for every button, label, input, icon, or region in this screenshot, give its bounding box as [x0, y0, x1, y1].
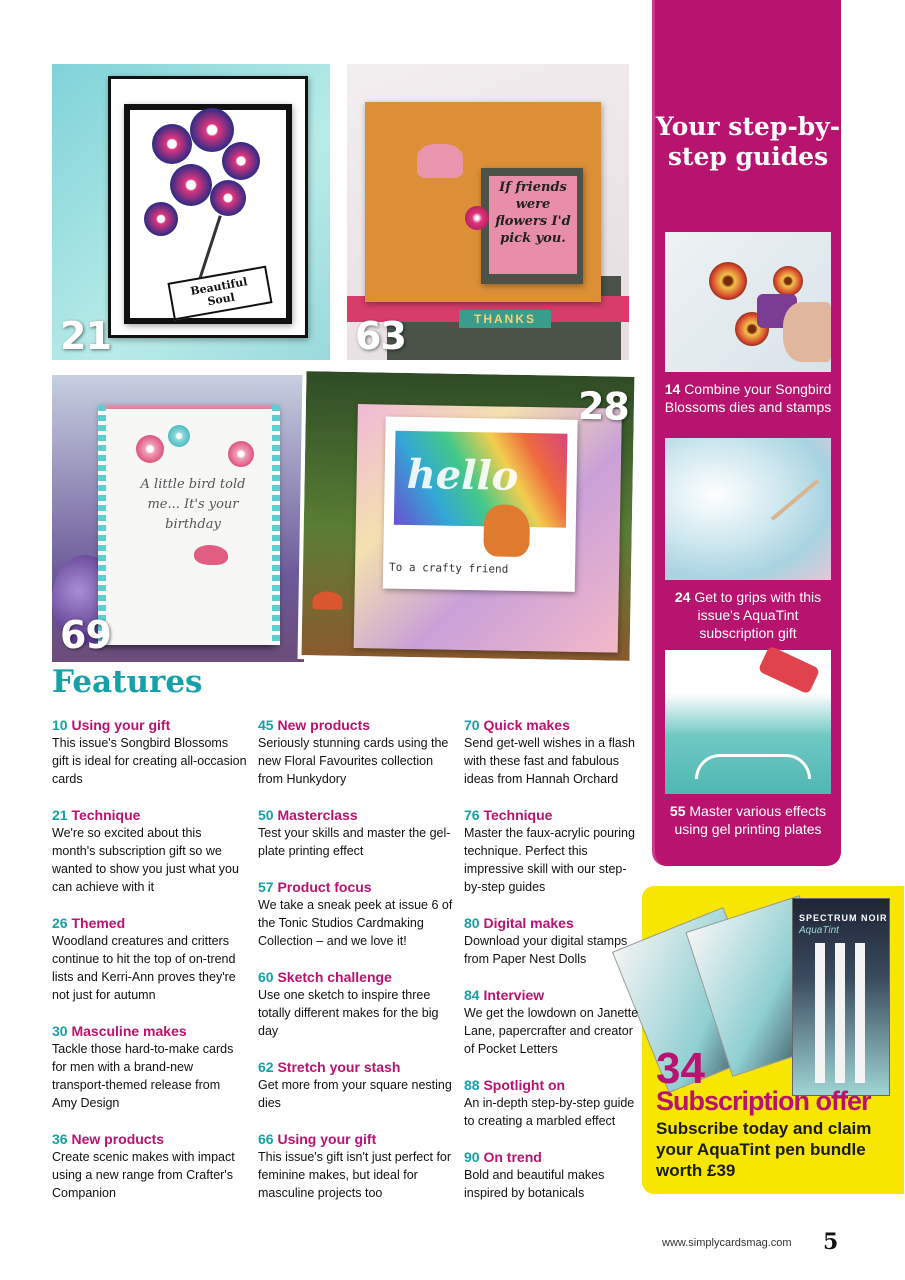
feature-page: 57 [258, 879, 274, 895]
guide-image-gel-plate [665, 650, 831, 794]
page-number-badge: 21 [60, 314, 111, 358]
feature-title: Quick makes [483, 717, 570, 733]
guide-page-number: 24 [674, 589, 691, 605]
feature-item[interactable] [464, 986, 642, 1058]
feature-page: 62 [258, 1059, 274, 1075]
feature-page: 70 [464, 717, 480, 733]
feature-item[interactable] [464, 1076, 642, 1130]
feature-page: 36 [52, 1131, 68, 1147]
feature-page: 30 [52, 1023, 68, 1039]
feature-title: New products [277, 717, 371, 733]
feature-desc: We get the lowdown on Janette Lane, papercrafter and creator of Pocket Letters [464, 1006, 639, 1056]
pack-name: AquaTint [799, 925, 839, 936]
feature-item[interactable] [52, 1022, 247, 1112]
feature-desc: Use one sketch to inspire three totally different makes for the big day [258, 988, 439, 1038]
feature-desc: Bold and beautiful makes inspired by botanicals [464, 1168, 605, 1200]
guide-page-number: 14 [664, 381, 681, 397]
feature-title: New products [71, 1131, 165, 1147]
pack-brand: SPECTRUM NOIR [799, 913, 888, 923]
feature-item[interactable] [258, 1058, 453, 1112]
guide-caption-text: Get to grips with this issue's AquaTint subscription gift [694, 589, 822, 641]
feature-desc: Send get-well wishes in a flash with these fast and fabulous ideas from Hannah Orchard [464, 736, 635, 786]
subscription-offer-panel[interactable] [642, 886, 904, 1194]
feature-item[interactable] [258, 1130, 453, 1202]
guide-image-songbird [665, 232, 831, 372]
card-sentiment: If friends were flowers I'd pick you. [489, 176, 577, 274]
features-column-3 [464, 716, 642, 1220]
guide-page-number: 55 [669, 803, 686, 819]
feature-title: Masculine makes [71, 1023, 187, 1039]
guide-caption [661, 802, 835, 838]
feature-desc: An in-depth step-by-step guide to creating a marbled effect [464, 1096, 635, 1128]
feature-item[interactable] [258, 878, 453, 950]
guide-caption-text: Master various effects using gel printing plates [674, 803, 827, 837]
photo-card-friends-flowers [347, 64, 629, 360]
feature-page: 26 [52, 915, 68, 931]
feature-desc: We take a sneak peek at issue 6 of the Tonic Studios Cardmaking Collection – and we love it! [258, 898, 453, 948]
feature-title: Technique [483, 807, 553, 823]
feature-desc: We're so excited about this month's subscription gift so we wanted to show you just what you can achieve with it [52, 826, 239, 894]
feature-page: 21 [52, 807, 68, 823]
feature-page: 88 [464, 1077, 480, 1093]
guide-caption [661, 380, 835, 416]
feature-title: Stretch your stash [277, 1059, 401, 1075]
feature-page: 90 [464, 1149, 480, 1165]
features-column-1 [52, 716, 247, 1220]
photo-card-little-bird [52, 375, 304, 662]
page-number: 5 [823, 1229, 839, 1255]
feature-item[interactable] [464, 914, 642, 968]
card-sentiment: Beautiful Soul [167, 266, 272, 321]
page-number-badge: 63 [355, 314, 406, 358]
card-sentiment: A little bird told me... It's your birthday [140, 477, 246, 532]
feature-item[interactable] [258, 968, 453, 1040]
step-by-step-sidebar [652, 0, 841, 866]
feature-item[interactable] [464, 716, 642, 788]
feature-title: On trend [483, 1149, 542, 1165]
feature-page: 50 [258, 807, 274, 823]
feature-desc: Get more from your square nesting dies [258, 1078, 452, 1110]
feature-item[interactable] [52, 914, 247, 1004]
feature-desc: Master the faux-acrylic pouring technique. Perfect this impressive skill with our step-by-step guides [464, 826, 635, 894]
subscription-title: Subscription offer [656, 1086, 871, 1116]
feature-item[interactable] [52, 716, 247, 788]
subscription-page-number: 34 [656, 1044, 705, 1093]
subscription-text: Subscribe today and claim your AquaTint pen bundle worth £39 [656, 1119, 872, 1180]
card-hello: hello [406, 450, 519, 500]
feature-title: Product focus [277, 879, 372, 895]
feature-item[interactable] [464, 1148, 642, 1202]
feature-item[interactable] [52, 806, 247, 896]
feature-title: Using your gift [277, 1131, 377, 1147]
feature-title: Using your gift [71, 717, 171, 733]
pen-pack-right [792, 898, 890, 1096]
photo-card-crafty-friend [297, 367, 638, 665]
feature-desc: Test your skills and master the gel-plate printing effect [258, 826, 451, 858]
feature-desc: This issue's gift isn't just perfect for feminine makes, but ideal for masculine projects too [258, 1150, 452, 1200]
feature-item[interactable] [258, 716, 453, 788]
feature-title: Technique [71, 807, 141, 823]
footer-url[interactable]: www.simplycardsmag.com [662, 1237, 792, 1249]
feature-page: 66 [258, 1131, 274, 1147]
feature-desc: Tackle those hard-to-make cards for men with a brand-new transport-themed release from Amy Design [52, 1042, 234, 1110]
features-heading: Features [52, 664, 203, 700]
feature-title: Digital makes [483, 915, 574, 931]
feature-desc: Seriously stunning cards using the new Floral Favourites collection from Hunkydory [258, 736, 449, 786]
photo-card-beautiful-soul [52, 64, 330, 360]
feature-title: Masterclass [277, 807, 358, 823]
feature-desc: Create scenic makes with impact using a new range from Crafter's Companion [52, 1150, 235, 1200]
features-column-2 [258, 716, 453, 1220]
guide-image-aquatint [665, 438, 831, 580]
page-number-badge: 69 [60, 613, 111, 657]
feature-title: Spotlight on [483, 1077, 566, 1093]
guide-caption-text: Combine your Songbird Blossoms dies and stamps [664, 381, 832, 415]
feature-title: Sketch challenge [277, 969, 392, 985]
feature-desc: This issue's Songbird Blossoms gift is ideal for creating all-occasion cards [52, 736, 247, 786]
feature-page: 10 [52, 717, 68, 733]
feature-page: 45 [258, 717, 274, 733]
card-sentiment: To a crafty friend [388, 560, 509, 576]
feature-page: 84 [464, 987, 480, 1003]
feature-page: 80 [464, 915, 480, 931]
feature-title: Themed [71, 915, 126, 931]
feature-desc: Woodland creatures and critters continue to hit the top of on-trend lists and Kerri-Ann proves they're not just for autumn [52, 934, 236, 1002]
feature-item[interactable] [464, 806, 642, 896]
sidebar-title: Your step-by-step guides [655, 112, 841, 171]
feature-title: Interview [483, 987, 545, 1003]
feature-page: 60 [258, 969, 274, 985]
feature-item[interactable] [52, 1130, 247, 1202]
feature-page: 76 [464, 807, 480, 823]
guide-caption [661, 588, 835, 642]
feature-desc: Download your digital stamps from Paper Nest Dolls [464, 934, 628, 966]
feature-item[interactable] [258, 806, 453, 860]
tag-thanks: THANKS [459, 310, 551, 328]
page-number-badge: 28 [577, 383, 630, 429]
